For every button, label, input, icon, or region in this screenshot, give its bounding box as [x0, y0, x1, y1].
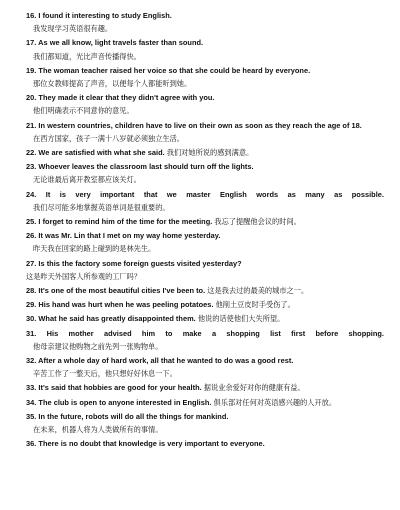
list-item-17 — [26, 36, 384, 62]
english-sentence — [26, 64, 384, 77]
item-number: 30. — [26, 314, 37, 324]
item-number: 19. — [26, 65, 37, 75]
english-text: After a whole day of hard work, all that he wanted to do was a good rest. — [38, 356, 294, 366]
list-item-33 — [26, 381, 384, 394]
english-text: Whoever leaves the classroom last should turn off the lights. — [38, 162, 254, 172]
english-sentence — [26, 437, 384, 450]
chinese-translation: 那位女教师提高了声音，以便每个人都能听到她。 — [33, 79, 192, 89]
english-text: As we all know, light travels faster than sound. — [38, 38, 204, 48]
english-sentence — [26, 188, 384, 201]
item-number: 24. — [26, 189, 37, 199]
item-number: 36. — [26, 439, 37, 449]
list-item-16 — [26, 9, 384, 35]
list-item-23 — [26, 160, 384, 186]
item-number: 20. — [26, 93, 37, 103]
list-item-36 — [26, 437, 384, 450]
english-sentence — [26, 257, 384, 270]
english-text: It is very important that we master English words as many as possible. — [45, 189, 384, 199]
english-sentence — [26, 215, 384, 228]
chinese-translation: 俱乐部对任何对英语感兴趣的人开放。 — [213, 397, 337, 407]
item-number: 33. — [26, 383, 37, 393]
chinese-translation: 他削土豆皮时手受伤了。 — [215, 300, 295, 310]
english-text: The club is open to anyone interested in English. — [38, 397, 212, 407]
chinese-translation: 他说的话使他们大失所望。 — [197, 314, 285, 324]
english-text: It's one of the most beautiful cities I've been to. — [38, 286, 206, 296]
list-item-20 — [26, 91, 384, 117]
english-text: In the future, robots will do all the things for mankind. — [38, 411, 229, 421]
english-sentence — [26, 381, 384, 394]
chinese-translation: 我们都知道，光比声音传播得快。 — [33, 51, 141, 61]
english-sentence — [26, 354, 384, 367]
chinese-translation: 无论谁最后离开教室都应该关灯。 — [33, 175, 141, 185]
item-number: 21. — [26, 120, 37, 130]
chinese-translation: 据说业余爱好对你的健康有益。 — [203, 383, 305, 393]
chinese-translation: 昨天我在回家的路上碰到的是林先生。 — [33, 244, 156, 254]
english-sentence — [26, 160, 384, 173]
english-sentence — [26, 229, 384, 242]
english-text: His hand was hurt when he was peeling potatoes. — [38, 300, 214, 310]
item-number: 32. — [26, 356, 37, 366]
chinese-translation: 我们尽可能多地掌握英语单词是很重要的。 — [33, 202, 170, 212]
english-sentence — [26, 312, 384, 325]
chinese-translation: 这是我去过的最美的城市之一。 — [207, 286, 309, 296]
list-item-32 — [26, 354, 384, 380]
english-text: In western countries, children have to live on their own as soon as they reach the age of 18. — [38, 120, 362, 130]
sentence-list — [26, 9, 384, 452]
list-item-35 — [26, 410, 384, 436]
chinese-translation: 在未来，机器人将为人类做所有的事情。 — [33, 425, 163, 435]
english-text: I forget to remind him of the time for the meeting. — [38, 217, 213, 227]
english-sentence — [26, 36, 384, 49]
chinese-translation: 他们明确表示不同意你的意见。 — [33, 106, 134, 116]
english-text: It was Mr. Lin that I met on my way home yesterday. — [38, 231, 221, 241]
list-item-19 — [26, 64, 384, 90]
chinese-translation: 他母亲建议他购物之前先列一张购物单。 — [33, 341, 163, 351]
english-sentence — [26, 410, 384, 423]
list-item-31 — [26, 327, 384, 353]
chinese-translation: 我发现学习英语很有趣。 — [33, 24, 113, 34]
item-number: 35. — [26, 411, 37, 421]
list-item-34 — [26, 396, 384, 409]
item-number: 17. — [26, 38, 37, 48]
english-sentence — [26, 298, 384, 311]
item-number: 16. — [26, 11, 37, 20]
english-text: His mother advised him to make a shopping list first before shopping. — [46, 328, 384, 338]
chinese-translation: 这是昨天外国客人所参观的工厂吗？ — [26, 271, 142, 281]
english-sentence — [26, 91, 384, 104]
english-text: What he said has greatly disappointed them. — [38, 314, 196, 324]
list-item-27 — [26, 257, 384, 283]
english-text: There is no doubt that knowledge is very important to everyone. — [38, 439, 265, 449]
chinese-translation: 辛苦工作了一整天后，他只想好好休息一下。 — [33, 369, 177, 379]
list-item-21 — [26, 119, 384, 145]
english-sentence — [26, 9, 384, 22]
item-number: 28. — [26, 286, 37, 296]
item-number: 29. — [26, 300, 37, 310]
chinese-translation: 在西方国家，孩子一满十八岁就必须独立生活。 — [33, 133, 184, 143]
list-item-26 — [26, 229, 384, 255]
item-number: 22. — [26, 148, 37, 158]
list-item-22 — [26, 146, 384, 159]
item-number: 23. — [26, 162, 37, 172]
english-text: I found it interesting to study English. — [38, 11, 172, 20]
english-sentence — [26, 327, 384, 340]
english-sentence — [26, 146, 384, 159]
item-number: 27. — [26, 258, 37, 268]
list-item-29 — [26, 298, 384, 311]
english-sentence — [26, 284, 384, 297]
list-item-24 — [26, 188, 384, 214]
list-item-25 — [26, 215, 384, 228]
english-text: It's said that hobbies are good for your health. — [38, 383, 202, 393]
english-sentence — [26, 119, 384, 132]
list-item-30 — [26, 312, 384, 325]
item-number: 34. — [26, 397, 37, 407]
english-text: Is this the factory some foreign guests visited yesterday? — [38, 258, 242, 268]
item-number: 25. — [26, 217, 37, 227]
english-text: They made it clear that they didn't agree with you. — [38, 93, 215, 103]
item-number: 26. — [26, 231, 37, 241]
item-number: 31. — [26, 328, 37, 338]
english-sentence — [26, 396, 384, 409]
english-text: We are satisfied with what she said. — [38, 148, 165, 158]
list-item-28 — [26, 284, 384, 297]
english-text: The woman teacher raised her voice so that she could be heard by everyone. — [38, 65, 311, 75]
chinese-translation: 我忘了提醒他会议的时间。 — [214, 217, 301, 227]
chinese-translation: 我们对她所说的感到满意。 — [166, 148, 254, 158]
